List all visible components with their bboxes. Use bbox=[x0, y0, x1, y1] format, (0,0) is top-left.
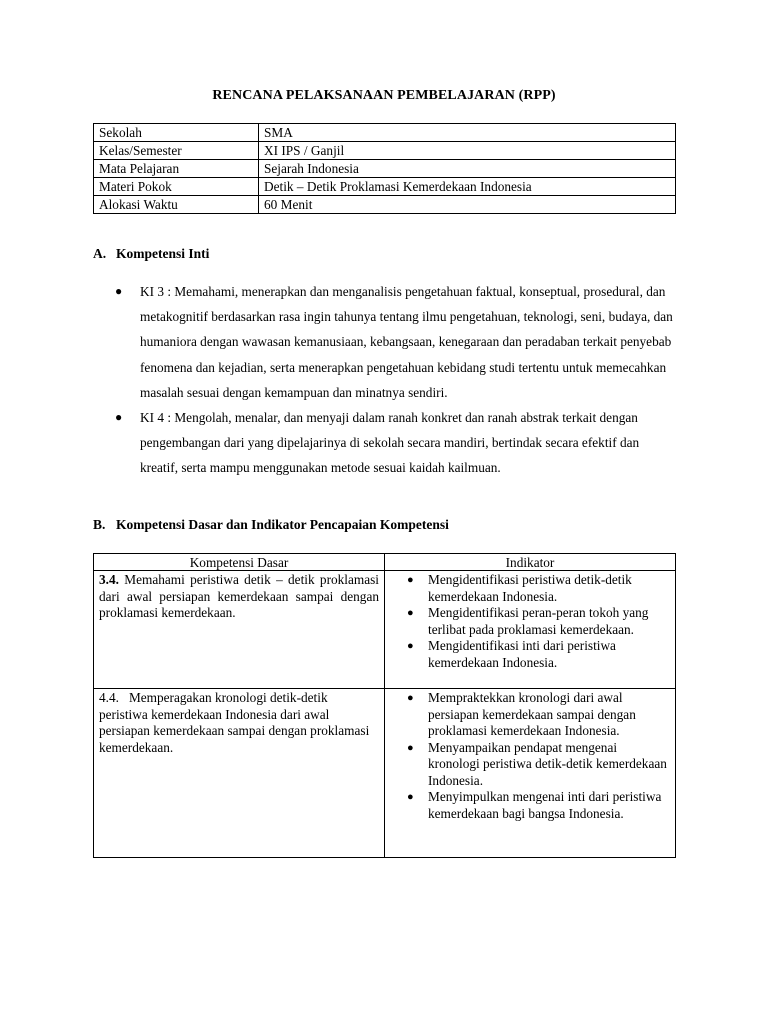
bullet-icon: ● bbox=[407, 741, 414, 754]
list-item bbox=[390, 638, 670, 671]
section-a-heading bbox=[93, 246, 209, 262]
table-row bbox=[94, 160, 676, 178]
list-item bbox=[390, 690, 670, 740]
kd-cell bbox=[94, 689, 385, 858]
column-header: Kompetensi Dasar bbox=[94, 554, 385, 571]
section-b-heading bbox=[93, 517, 449, 533]
table-row bbox=[94, 142, 676, 160]
info-label: Materi Pokok bbox=[94, 178, 259, 196]
info-label: Mata Pelajaran bbox=[94, 160, 259, 178]
list-item bbox=[390, 605, 670, 638]
kd-description: Memahami peristiwa detik – detik proklamasi dari awal persiapan kemerdekaan sampai dengan proklamasi kemerdekaan. bbox=[99, 572, 379, 620]
kd-code: 3.4. bbox=[99, 572, 119, 587]
ki-text: KI 3 : Memahami, menerapkan dan menganalisis pengetahuan faktual, konseptual, prosedural, dan metakognitif berdasarkan rasa ingin tahunya tentang ilmu pengetahuan, teknologi, seni, budaya, dan humaniora dengan wawasan kemanusiaan, kebangsaan, kenegaraan dan peradaban terkait penyebab fenomena dan kejadian, serta menerapkan pengetahuan kebidang studi tertentu untuk memecahkan masalah sesuai dengan kemampuan dan minatnya sendiri. bbox=[140, 284, 673, 400]
kd-code: 4.4. bbox=[99, 690, 119, 705]
column-header: Indikator bbox=[385, 554, 676, 571]
table-row bbox=[94, 196, 676, 214]
table-row bbox=[94, 689, 676, 858]
bullet-icon: ● bbox=[407, 607, 414, 619]
section-title: Kompetensi Inti bbox=[116, 246, 210, 261]
list-item bbox=[390, 572, 670, 605]
list-item bbox=[115, 405, 680, 481]
ki-text: KI 4 : Mengolah, menalar, dan menyaji dalam ranah konkret dan ranah abstrak terkait dengan pengembangan dari yang dipelajarinya di sekolah secara mandiri, bertindak secara efektif dan kreatif, serta mampu menggunakan metode sesuai kaidah kailmuan. bbox=[140, 410, 640, 476]
indicator-text: Mengidentifikasi peran-peran tokoh yang terlibat pada proklamasi kemerdekaan. bbox=[428, 605, 649, 637]
info-value: Sejarah Indonesia bbox=[259, 160, 676, 178]
indicator-text: Mempraktekkan kronologi dari awal persiapan kemerdekaan sampai dengan proklamasi kemerdekaan Indonesia. bbox=[428, 690, 636, 738]
table-row bbox=[94, 124, 676, 142]
bullet-icon: ● bbox=[115, 410, 123, 425]
info-label: Alokasi Waktu bbox=[94, 196, 259, 214]
indicator-text: Menyimpulkan mengenai inti dari peristiwa kemerdekaan bagi bangsa Indonesia. bbox=[428, 789, 662, 821]
indicator-list bbox=[390, 690, 670, 822]
kompetensi-inti-list bbox=[115, 279, 680, 481]
list-item bbox=[115, 279, 680, 405]
identity-table bbox=[93, 123, 676, 214]
info-value: Detik – Detik Proklamasi Kemerdekaan Indonesia bbox=[259, 178, 676, 196]
table-row bbox=[94, 571, 676, 689]
document-title: RENCANA PELAKSANAAN PEMBELAJARAN (RPP) bbox=[212, 88, 556, 103]
kd-description: Memperagakan kronologi detik-detik peristiwa kemerdekaan Indonesia dari awal persiapan kemerdekaan sampai dengan proklamasi kemerdekaan. bbox=[99, 690, 370, 755]
bullet-icon: ● bbox=[407, 640, 414, 652]
bullet-icon: ● bbox=[115, 284, 123, 298]
bullet-icon: ● bbox=[407, 574, 414, 586]
info-value: XI IPS / Ganjil bbox=[259, 142, 676, 160]
section-number: B. bbox=[93, 517, 106, 532]
indicator-text: Mengidentifikasi peristiwa detik-detik kemerdekaan Indonesia. bbox=[428, 572, 632, 604]
info-value: 60 Menit bbox=[259, 196, 676, 214]
indicator-text: Menyampaikan pendapat mengenai kronologi peristiwa detik-detik kemerdekaan Indonesia. bbox=[428, 739, 667, 788]
indicator-cell bbox=[385, 689, 676, 858]
table-header-row bbox=[94, 554, 676, 571]
list-item bbox=[390, 789, 670, 822]
kompetensi-dasar-table bbox=[93, 553, 676, 858]
info-label: Kelas/Semester bbox=[94, 142, 259, 160]
kd-cell bbox=[94, 571, 385, 689]
section-number: A. bbox=[93, 246, 107, 261]
indicator-list bbox=[390, 572, 670, 671]
indicator-cell bbox=[385, 571, 676, 689]
list-item bbox=[390, 740, 670, 790]
section-title: Kompetensi Dasar dan Indikator Pencapaian Kompetensi bbox=[116, 517, 449, 532]
info-label: Sekolah bbox=[94, 124, 259, 142]
info-value: SMA bbox=[259, 124, 676, 142]
indicator-text: Mengidentifikasi inti dari peristiwa kemerdekaan Indonesia. bbox=[428, 638, 616, 670]
table-row bbox=[94, 178, 676, 196]
bullet-icon: ● bbox=[407, 692, 414, 704]
bullet-icon: ● bbox=[407, 791, 414, 803]
